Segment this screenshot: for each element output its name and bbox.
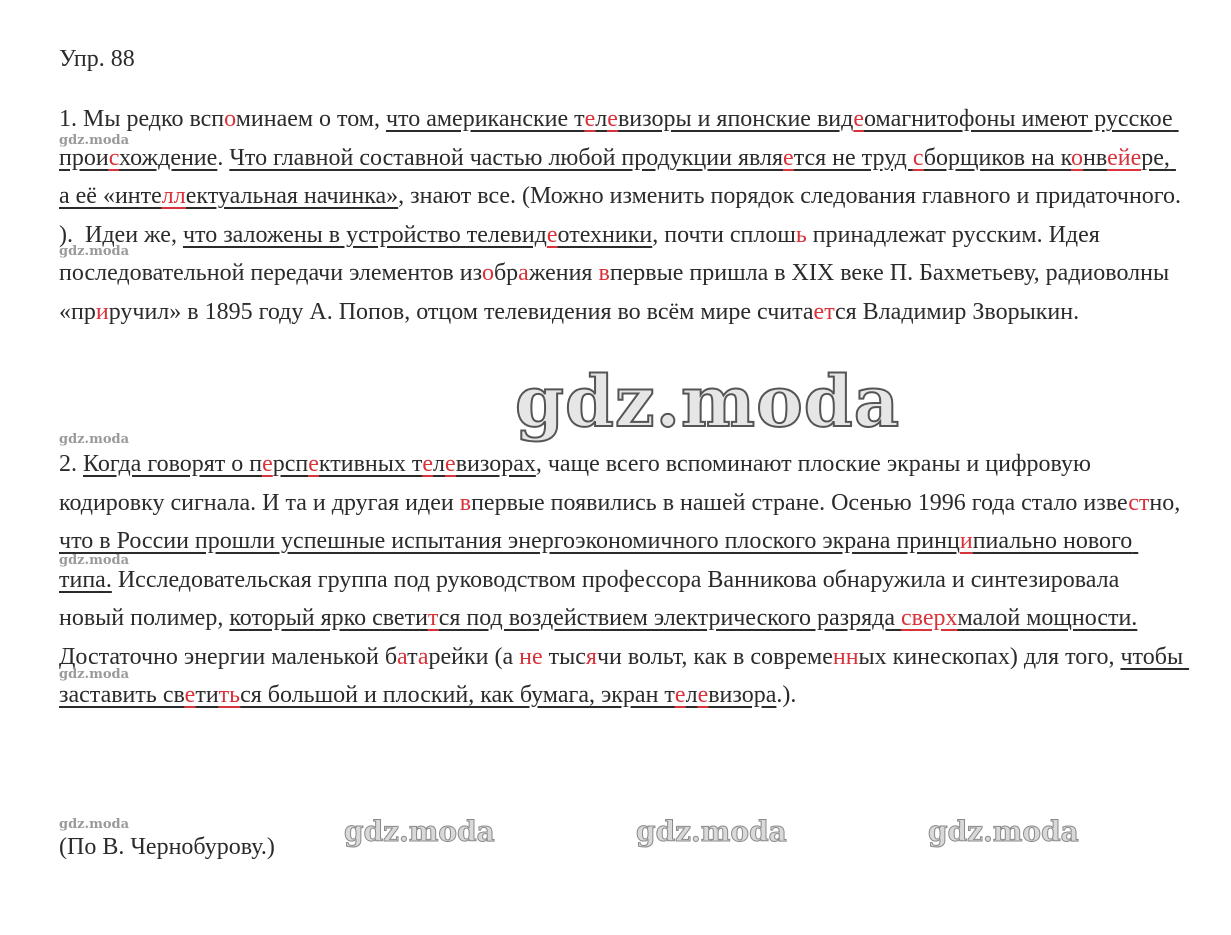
text-segment: жения [528, 260, 599, 286]
text-segment: ь [795, 221, 807, 248]
source-attribution: (По В. Чернобурову.) [59, 834, 275, 860]
text-segment: борщиков на к [923, 144, 1072, 171]
text-segment: е [262, 451, 273, 477]
text-segment: е [422, 451, 434, 477]
text-segment: ть [218, 682, 241, 708]
text-segment: ст [1128, 489, 1150, 516]
text-segment: но, [1149, 489, 1187, 516]
text-segment: с [108, 144, 120, 171]
text-segment: 2. [59, 451, 83, 477]
text-segment: а [397, 643, 408, 670]
text-segment: что американские т [385, 106, 585, 132]
text-segment: Достаточно энергии маленькой б [59, 605, 1144, 670]
text-segment: в [598, 260, 610, 286]
text-segment: .). [776, 682, 797, 708]
text-segment: е [813, 298, 825, 325]
text-segment: е [674, 682, 686, 708]
text-segment: не [519, 643, 543, 670]
text-segment: тыс [542, 643, 586, 670]
text-segment: а [518, 260, 529, 286]
text-segment: е [853, 106, 864, 132]
watermark-medium: gdz.moda [344, 815, 495, 848]
text-segment: малой мощности. [957, 605, 1138, 631]
text-segment: т [427, 605, 439, 631]
text-segment: е [445, 451, 456, 477]
text-segment: е [184, 682, 196, 708]
text-segment: и [95, 298, 109, 325]
text-segment: ручил» в 1895 году А. Попов, отцом телевидения во всём мире счита [108, 298, 814, 325]
text-segment: и [959, 528, 973, 554]
text-segment: первые появились в нашей стране. Осенью 1996 года стало изве [471, 489, 1129, 516]
text-segment: в [459, 489, 472, 516]
text-segment: принадлежат русским. Идея последовательной передачи элементов из [59, 221, 1106, 286]
text-segment: е [308, 451, 319, 477]
text-segment: е [697, 682, 709, 708]
text-segment: омагнитофоны имеют русское прои [59, 106, 1179, 171]
text-segment: т [824, 298, 835, 325]
text-segment: минаем о том, [235, 106, 386, 132]
text-segment: ти [195, 682, 219, 708]
watermark-small: gdz.moda [59, 553, 130, 568]
text-segment: ктивных т [318, 451, 423, 477]
text-segment: л [595, 106, 608, 132]
text-segment: е [584, 106, 596, 132]
text-segment: что заложены в устройство телевид [182, 221, 547, 248]
text-segment: визора [708, 682, 777, 708]
text-segment: ся Владимир Зворыкин. [834, 298, 1080, 325]
text-segment: хождение [119, 144, 218, 171]
text-segment: о [1071, 144, 1084, 171]
text-segment: а [417, 643, 429, 670]
watermark-small: gdz.moda [59, 817, 130, 832]
text-segment: который ярко свети [229, 605, 428, 631]
text-segment: Что главной составной частью любой продукции явля [229, 144, 784, 171]
text-segment: . [217, 144, 230, 171]
text-segment: нн [832, 643, 859, 670]
text-segment: ся под воздействием электрического разряда [438, 605, 901, 631]
text-segment: лл [161, 183, 186, 209]
text-segment: визоры и японские вид [617, 106, 854, 132]
text-segment: Когда говорят о п [83, 451, 263, 477]
text-segment: т [407, 643, 418, 670]
watermark-large: gdz.moda [515, 360, 901, 443]
text-segment: рейки (а [428, 643, 520, 670]
text-segment: ейе [1107, 144, 1142, 171]
watermark-medium: gdz.moda [636, 815, 787, 848]
text-segment: о [481, 260, 494, 286]
text-segment: , почти сплош [652, 221, 796, 248]
text-segment: ектуальная начинка» [185, 183, 399, 209]
text-segment: е [607, 106, 618, 132]
text-segment: что в России прошли успешные испытания энергоэкономичного плоского экрана принц [59, 528, 960, 554]
text-segment: ых кинескопах) для того, [858, 643, 1121, 670]
text-segment: визорах [455, 451, 536, 477]
text-segment: пиально нового типа. [59, 528, 1139, 593]
watermark-small: gdz.moda [59, 244, 130, 259]
text-segment: Исследовательская группа под руководством профессора Ванникова обнаружила и синтезировала новый полимер, [59, 566, 1126, 631]
text-segment: , знают все. (Можно изменить порядок следования главного и придаточного. ). Идеи же, [59, 183, 1188, 248]
paragraph-2 [59, 445, 1190, 715]
text-segment: бр [493, 260, 519, 286]
paragraph-1 [59, 100, 1188, 331]
text-segment: сверх [901, 605, 958, 631]
text-segment: я [585, 643, 597, 670]
text-segment: чи вольт, как в совреме [596, 643, 833, 670]
watermark-small: gdz.moda [59, 133, 130, 148]
exercise-title: Упр. 88 [59, 46, 135, 72]
watermark-small: gdz.moda [59, 667, 130, 682]
text-segment: л [433, 451, 446, 477]
text-segment: ся большой и плоский, как бумага, экран т [240, 682, 675, 708]
text-segment: рсп [272, 451, 309, 477]
text-segment: ре, а её «инте [59, 144, 1176, 209]
text-segment: отехники [557, 221, 653, 248]
text-segment: с [912, 144, 924, 171]
text-segment: , чаще всего вспоминают плоские экраны и цифровую кодировку сигнала. И та и другая идеи [59, 451, 1097, 516]
watermark-small: gdz.moda [59, 432, 130, 447]
text-segment: о [224, 106, 236, 132]
text-segment: л [685, 682, 698, 708]
watermark-medium: gdz.moda [928, 815, 1079, 848]
text-segment: чтобы заставить св [59, 643, 1190, 708]
text-segment: нв [1083, 144, 1108, 171]
text-segment: тся не труд [793, 144, 913, 171]
text-segment: е [783, 144, 794, 171]
text-segment: е [546, 221, 558, 248]
text-segment: первые пришла в XIX веке П. Бахметьеву, радиоволны «пр [59, 260, 1176, 325]
text-segment: 1. Мы редко всп [59, 106, 225, 132]
